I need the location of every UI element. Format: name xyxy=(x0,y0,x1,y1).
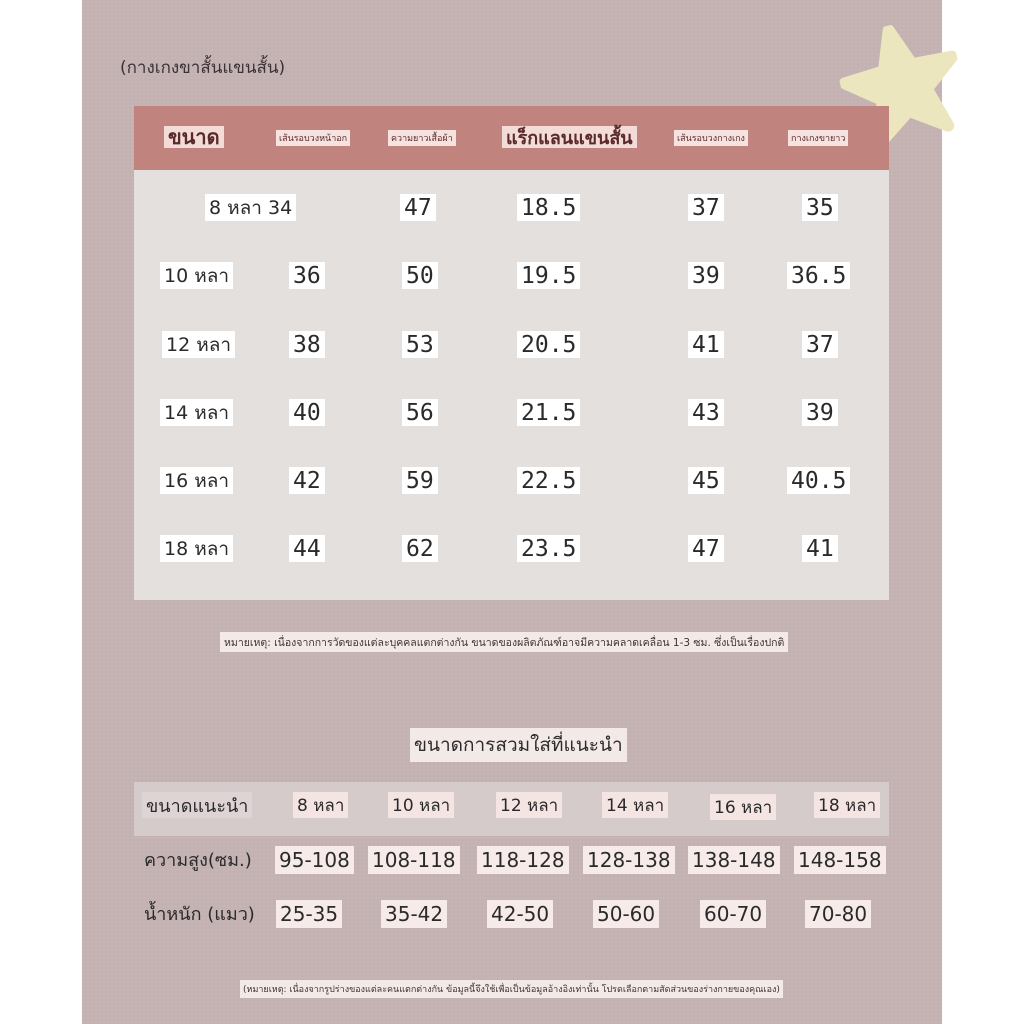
recommend-size-12: 12 หลา xyxy=(496,792,562,818)
row-2-length: 50 xyxy=(402,262,438,289)
row-4-size: 14 หลา xyxy=(160,399,233,426)
header-waist: เส้นรอบวงกางเกง xyxy=(674,130,748,146)
row-6-length: 62 xyxy=(402,535,438,562)
row-4-waist: 43 xyxy=(688,399,724,426)
row-6-raglan: 23.5 xyxy=(517,535,580,562)
recommend-height-8: 95-108 xyxy=(275,846,354,874)
row-1-pants: 35 xyxy=(802,194,838,221)
row-2-raglan: 19.5 xyxy=(517,262,580,289)
size-note: หมายเหตุ: เนื่องจากการวัดของแต่ละบุคคลแตกต่างกัน ขนาดของผลิตภัณฑ์อาจมีความคลาดเคลื่อน 1-3 ซม. ซึ่งเป็นเรื่องปกติ xyxy=(220,632,788,652)
page-subtitle: (กางเกงขาสั้นแขนสั้น) xyxy=(120,58,286,78)
recommend-height-14: 128-138 xyxy=(583,846,675,874)
footer-note: (หมายเหตุ: เนื่องจากรูปร่างของแต่ละคนแตกต่างกัน ข้อมูลนี้จึงใช้เพื่อเป็นข้อมูลอ้างอิงเท่านั้น โปรดเลือกตามสัดส่วนของร่างกายของคุณเอง) xyxy=(240,980,783,998)
row-4-chest: 40 xyxy=(289,399,325,426)
row-3-waist: 41 xyxy=(688,331,724,358)
row-1-waist: 37 xyxy=(688,194,724,221)
row-5-pants: 40.5 xyxy=(787,467,850,494)
row-4-length: 56 xyxy=(402,399,438,426)
row-4-raglan: 21.5 xyxy=(517,399,580,426)
recommend-size-8: 8 หลา xyxy=(293,792,348,818)
header-raglan: แร็กแลนแขนสั้น xyxy=(502,126,637,148)
recommend-size-label: ขนาดแนะนำ xyxy=(142,792,252,818)
row-2-pants: 36.5 xyxy=(787,262,850,289)
recommend-weight-label: น้ำหนัก (แมว) xyxy=(144,903,255,925)
recommend-weight-8: 25-35 xyxy=(276,900,342,928)
size-table-header xyxy=(134,106,889,170)
recommend-size-18: 18 หลา xyxy=(814,792,880,818)
row-5-raglan: 22.5 xyxy=(517,467,580,494)
header-length: ความยาวเสื้อผ้า xyxy=(388,130,456,146)
row-5-length: 59 xyxy=(402,467,438,494)
recommend-size-10: 10 หลา xyxy=(388,792,454,818)
row-2-waist: 39 xyxy=(688,262,724,289)
size-table xyxy=(134,106,889,600)
row-2-size: 10 หลา xyxy=(160,262,233,289)
recommend-weight-14: 50-60 xyxy=(593,900,659,928)
recommend-weight-18: 70-80 xyxy=(805,900,871,928)
recommend-weight-10: 35-42 xyxy=(381,900,447,928)
row-6-pants: 41 xyxy=(802,535,838,562)
row-1-length: 47 xyxy=(400,194,436,221)
row-1-raglan: 18.5 xyxy=(517,194,580,221)
recommend-title: ขนาดการสวมใส่ที่แนะนำ xyxy=(410,728,627,762)
row-3-raglan: 20.5 xyxy=(517,331,580,358)
recommend-height-10: 108-118 xyxy=(368,846,460,874)
row-3-chest: 38 xyxy=(289,331,325,358)
recommend-weight-16: 60-70 xyxy=(700,900,766,928)
row-6-chest: 44 xyxy=(289,535,325,562)
row-3-size: 12 หลา xyxy=(162,331,235,358)
recommend-size-14: 14 หลา xyxy=(602,792,668,818)
header-size: ขนาด xyxy=(164,126,224,148)
row-5-chest: 42 xyxy=(289,467,325,494)
header-chest: เส้นรอบวงหน้าอก xyxy=(276,130,350,146)
row-5-waist: 45 xyxy=(688,467,724,494)
header-pants: กางเกงขายาว xyxy=(788,130,848,146)
row-6-size: 18 หลา xyxy=(160,535,233,562)
recommend-height-12: 118-128 xyxy=(477,846,569,874)
row-6-waist: 47 xyxy=(688,535,724,562)
row-2-chest: 36 xyxy=(289,262,325,289)
row-3-pants: 37 xyxy=(802,331,838,358)
row-1-size: 8 หลา 34 xyxy=(205,194,296,221)
recommend-height-label: ความสูง(ซม.) xyxy=(144,849,252,871)
row-3-length: 53 xyxy=(402,331,438,358)
row-5-size: 16 หลา xyxy=(160,467,233,494)
recommend-height-16: 138-148 xyxy=(688,846,780,874)
recommend-size-16: 16 หลา xyxy=(710,794,776,820)
row-4-pants: 39 xyxy=(802,399,838,426)
recommend-weight-12: 42-50 xyxy=(487,900,553,928)
recommend-height-18: 148-158 xyxy=(794,846,886,874)
